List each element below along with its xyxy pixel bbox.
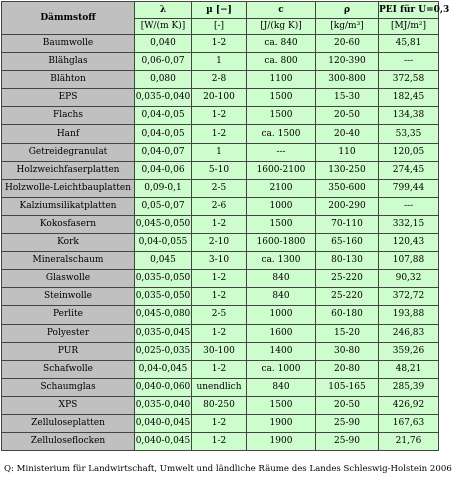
material-name-cell: Blähton bbox=[2, 71, 135, 89]
lambda-cell: 0,025-0,035 bbox=[135, 342, 192, 360]
lambda-cell: 0,06-0,07 bbox=[135, 53, 192, 71]
header-mu-unit: [-] bbox=[192, 19, 247, 35]
lambda-cell: 0,040-0,060 bbox=[135, 378, 192, 396]
material-name-cell: Kork bbox=[2, 234, 135, 252]
material-name-cell: Schafwolle bbox=[2, 360, 135, 378]
lambda-cell: 0,035-0,045 bbox=[135, 324, 192, 342]
material-name-cell: Baumwolle bbox=[2, 35, 135, 53]
density-cell: 60-180 bbox=[316, 306, 379, 324]
table-header bbox=[2, 2, 450, 35]
density-cell: 105-165 bbox=[316, 378, 379, 396]
pei-cell: 45,81 bbox=[379, 35, 439, 53]
table-row bbox=[2, 89, 439, 107]
table-row bbox=[2, 161, 439, 179]
lambda-cell: 0,035-0,040 bbox=[135, 396, 192, 414]
lambda-cell: 0,04-0,055 bbox=[135, 234, 192, 252]
pei-cell: 359,26 bbox=[379, 342, 439, 360]
table-row bbox=[2, 396, 439, 414]
lambda-cell: 0,04-0,06 bbox=[135, 161, 192, 179]
material-name-cell: Holzweichfaserplatten bbox=[2, 161, 135, 179]
heat-capacity-cell: ca. 1500 bbox=[247, 125, 316, 143]
table-row bbox=[2, 378, 439, 396]
mu-cell: 1-2 bbox=[192, 270, 247, 288]
material-name-cell: Perlite bbox=[2, 306, 135, 324]
material-name-cell: Glaswolle bbox=[2, 270, 135, 288]
mu-cell: 1-2 bbox=[192, 414, 247, 432]
density-cell: 25-220 bbox=[316, 270, 379, 288]
table-row bbox=[2, 288, 439, 306]
mu-cell: 1 bbox=[192, 53, 247, 71]
source-note: Q: Ministerium für Landwirtschaft, Umwelt und ländliche Räume des Landes Schleswig-Holstein 2006 bbox=[4, 464, 452, 474]
density-cell: 350-600 bbox=[316, 179, 379, 197]
mu-cell: 2-6 bbox=[192, 197, 247, 215]
lambda-cell: 0,040 bbox=[135, 35, 192, 53]
table-row bbox=[2, 53, 439, 71]
pei-cell: 193,88 bbox=[379, 306, 439, 324]
mu-cell: 1-2 bbox=[192, 107, 247, 125]
material-name-cell: Getreidegranulat bbox=[2, 143, 135, 161]
mu-cell: 1 bbox=[192, 143, 247, 161]
pei-cell: 107,88 bbox=[379, 252, 439, 270]
mu-cell: 1-2 bbox=[192, 433, 247, 451]
density-cell: 65-160 bbox=[316, 234, 379, 252]
lambda-cell: 0,09-0,1 bbox=[135, 179, 192, 197]
header-c-unit: [J/(kg K)] bbox=[247, 19, 316, 35]
table-row bbox=[2, 234, 439, 252]
heat-capacity-cell: 1600-2100 bbox=[247, 161, 316, 179]
pei-cell: 167,63 bbox=[379, 414, 439, 432]
heat-capacity-cell: 2100 bbox=[247, 179, 316, 197]
heat-capacity-cell: 1400 bbox=[247, 342, 316, 360]
table-row bbox=[2, 252, 439, 270]
table-row bbox=[2, 197, 439, 215]
heat-capacity-cell: 840 bbox=[247, 378, 316, 396]
mu-cell: 1-2 bbox=[192, 35, 247, 53]
mu-cell: 3-10 bbox=[192, 252, 247, 270]
header-lambda-unit: [W/(m K)] bbox=[135, 19, 192, 35]
density-cell: 20-80 bbox=[316, 360, 379, 378]
table-row bbox=[2, 215, 439, 233]
header-rho-unit: [kg/m³] bbox=[316, 19, 379, 35]
lambda-cell: 0,04-0,05 bbox=[135, 107, 192, 125]
pei-cell: 372,58 bbox=[379, 71, 439, 89]
density-cell: 25-220 bbox=[316, 288, 379, 306]
mu-cell: 5-10 bbox=[192, 161, 247, 179]
lambda-cell: 0,04-0,07 bbox=[135, 143, 192, 161]
pei-cell: 120,05 bbox=[379, 143, 439, 161]
pei-cell: 246,83 bbox=[379, 324, 439, 342]
header-pei-unit: [MJ/m²] bbox=[379, 19, 439, 35]
material-name-cell: Blähglas bbox=[2, 53, 135, 71]
material-name-cell: Holzwolle-Leichtbauplatten bbox=[2, 179, 135, 197]
density-cell: 20-50 bbox=[316, 107, 379, 125]
lambda-cell: 0,05-0,07 bbox=[135, 197, 192, 215]
lambda-cell: 0,035-0,050 bbox=[135, 288, 192, 306]
heat-capacity-cell: 1900 bbox=[247, 433, 316, 451]
density-cell: 130-250 bbox=[316, 161, 379, 179]
pei-cell: 332,15 bbox=[379, 215, 439, 233]
density-cell: 20-60 bbox=[316, 35, 379, 53]
material-name-cell: XPS bbox=[2, 396, 135, 414]
mu-cell: 2-8 bbox=[192, 71, 247, 89]
heat-capacity-cell: 1500 bbox=[247, 215, 316, 233]
pei-cell: --- bbox=[379, 197, 439, 215]
density-cell: 25-90 bbox=[316, 433, 379, 451]
heat-capacity-cell: 1500 bbox=[247, 396, 316, 414]
table-row bbox=[2, 35, 439, 53]
density-cell: 300-800 bbox=[316, 71, 379, 89]
heat-capacity-cell: 840 bbox=[247, 270, 316, 288]
density-cell: 20-50 bbox=[316, 396, 379, 414]
density-cell: 20-40 bbox=[316, 125, 379, 143]
material-name-cell: Mineralschaum bbox=[2, 252, 135, 270]
material-name-cell: Zelluloseflocken bbox=[2, 433, 135, 451]
table-row bbox=[2, 107, 439, 125]
lambda-cell: 0,035-0,050 bbox=[135, 270, 192, 288]
mu-cell: 1-2 bbox=[192, 324, 247, 342]
heat-capacity-cell: 1500 bbox=[247, 107, 316, 125]
table-row bbox=[2, 306, 439, 324]
density-cell: 110 bbox=[316, 143, 379, 161]
table-body bbox=[2, 35, 439, 451]
pei-cell: 274,45 bbox=[379, 161, 439, 179]
heat-capacity-cell: ca. 1000 bbox=[247, 360, 316, 378]
mu-cell: 1-2 bbox=[192, 215, 247, 233]
lambda-cell: 0,04-0,05 bbox=[135, 125, 192, 143]
pei-cell: --- bbox=[379, 53, 439, 71]
heat-capacity-cell: 1600 bbox=[247, 324, 316, 342]
heat-capacity-cell: ca. 840 bbox=[247, 35, 316, 53]
material-name-cell: Flachs bbox=[2, 107, 135, 125]
heat-capacity-cell: 840 bbox=[247, 288, 316, 306]
heat-capacity-cell: 1000 bbox=[247, 197, 316, 215]
heat-capacity-cell: 1000 bbox=[247, 306, 316, 324]
table-row bbox=[2, 414, 439, 432]
material-name-cell: Zelluloseplatten bbox=[2, 414, 135, 432]
material-name-cell: Steinwolle bbox=[2, 288, 135, 306]
lambda-cell: 0,04-0,045 bbox=[135, 360, 192, 378]
lambda-cell: 0,045-0,080 bbox=[135, 306, 192, 324]
table-row bbox=[2, 71, 439, 89]
material-name-cell: Kalziumsilikatplatten bbox=[2, 197, 135, 215]
mu-cell: unendlich bbox=[192, 378, 247, 396]
density-cell: 70-110 bbox=[316, 215, 379, 233]
header-material: Dämmstoff bbox=[2, 2, 135, 35]
pei-cell: 134,38 bbox=[379, 107, 439, 125]
pei-cell: 48,21 bbox=[379, 360, 439, 378]
material-name-cell: Polyester bbox=[2, 324, 135, 342]
density-cell: 200-290 bbox=[316, 197, 379, 215]
mu-cell: 80-250 bbox=[192, 396, 247, 414]
mu-cell: 1-2 bbox=[192, 125, 247, 143]
mu-cell: 20-100 bbox=[192, 89, 247, 107]
mu-cell: 30-100 bbox=[192, 342, 247, 360]
material-name-cell: Schaumglas bbox=[2, 378, 135, 396]
mu-cell: 2-5 bbox=[192, 306, 247, 324]
material-name-cell: PUR bbox=[2, 342, 135, 360]
lambda-cell: 0,040-0,045 bbox=[135, 433, 192, 451]
pei-cell: 182,45 bbox=[379, 89, 439, 107]
pei-cell: 426,92 bbox=[379, 396, 439, 414]
lambda-cell: 0,045 bbox=[135, 252, 192, 270]
pei-cell: 372,72 bbox=[379, 288, 439, 306]
density-cell: 120-390 bbox=[316, 53, 379, 71]
heat-capacity-cell: 1900 bbox=[247, 414, 316, 432]
material-name-cell: EPS bbox=[2, 89, 135, 107]
density-cell: 25-90 bbox=[316, 414, 379, 432]
header-mu: µ [−] bbox=[192, 2, 247, 19]
mu-cell: 2-10 bbox=[192, 234, 247, 252]
density-cell: 30-80 bbox=[316, 342, 379, 360]
density-cell: 15-30 bbox=[316, 89, 379, 107]
mu-cell: 2-5 bbox=[192, 179, 247, 197]
heat-capacity-cell: --- bbox=[247, 143, 316, 161]
header-c: c bbox=[247, 2, 316, 19]
pei-cell: 120,43 bbox=[379, 234, 439, 252]
mu-cell: 1-2 bbox=[192, 360, 247, 378]
lambda-cell: 0,080 bbox=[135, 71, 192, 89]
pei-cell: 90,32 bbox=[379, 270, 439, 288]
mu-cell: 1-2 bbox=[192, 288, 247, 306]
density-cell: 15-20 bbox=[316, 324, 379, 342]
heat-capacity-cell: 1100 bbox=[247, 71, 316, 89]
material-name-cell: Kokosfasern bbox=[2, 215, 135, 233]
heat-capacity-cell: 1500 bbox=[247, 89, 316, 107]
header-pei: PEI für U=0,3 bbox=[379, 2, 439, 19]
pei-cell: 799,44 bbox=[379, 179, 439, 197]
density-cell: 80-130 bbox=[316, 252, 379, 270]
insulation-materials-table bbox=[1, 1, 450, 451]
lambda-cell: 0,040-0,045 bbox=[135, 414, 192, 432]
table-row bbox=[2, 342, 439, 360]
table-row bbox=[2, 324, 439, 342]
heat-capacity-cell: ca. 800 bbox=[247, 53, 316, 71]
lambda-cell: 0,035-0,040 bbox=[135, 89, 192, 107]
pei-cell: 285,39 bbox=[379, 378, 439, 396]
table-row bbox=[2, 125, 439, 143]
lambda-cell: 0,045-0,050 bbox=[135, 215, 192, 233]
table-row bbox=[2, 360, 439, 378]
pei-cell: 53,35 bbox=[379, 125, 439, 143]
pei-cell: 21,76 bbox=[379, 433, 439, 451]
table-row bbox=[2, 143, 439, 161]
header-rho: ρ bbox=[316, 2, 379, 19]
table-row bbox=[2, 179, 439, 197]
heat-capacity-cell: 1600-1800 bbox=[247, 234, 316, 252]
table-row bbox=[2, 270, 439, 288]
header-lambda: λ bbox=[135, 2, 192, 19]
table-row bbox=[2, 433, 439, 451]
heat-capacity-cell: ca. 1300 bbox=[247, 252, 316, 270]
material-name-cell: Hanf bbox=[2, 125, 135, 143]
